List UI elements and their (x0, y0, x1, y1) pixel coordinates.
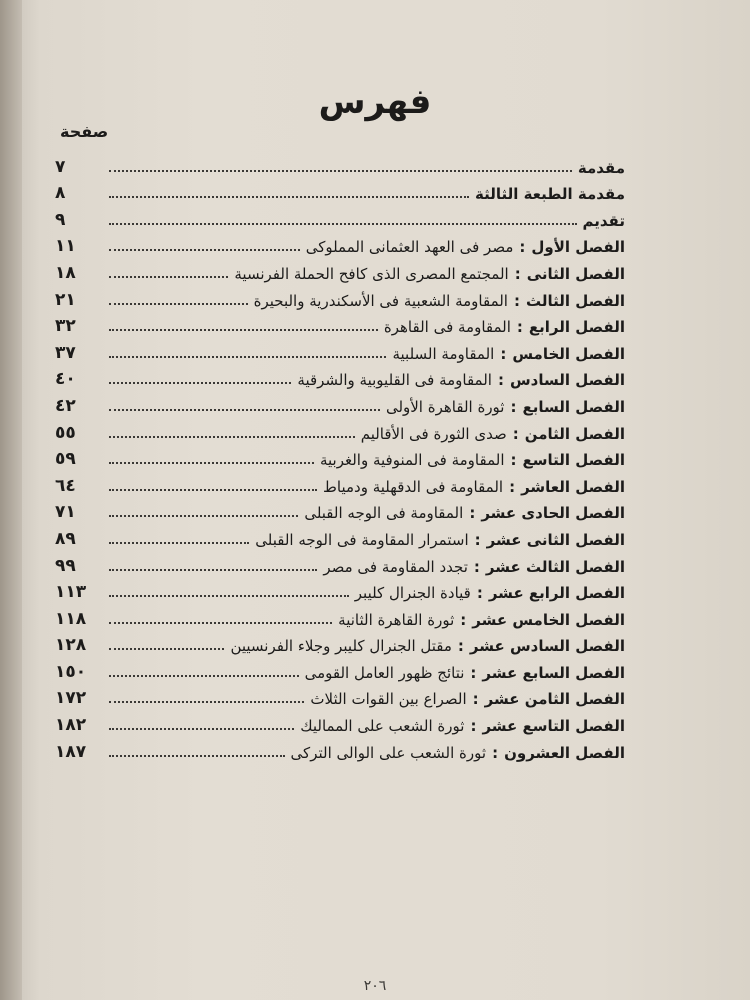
toc-page-number: ٨ (55, 183, 66, 204)
toc-page-number: ٤٢ (55, 395, 76, 416)
toc-chapter-label: الفصل الثالث (525, 291, 625, 310)
toc-entry (55, 363, 625, 390)
toc-chapter-label: الفصل السابع (522, 397, 625, 416)
toc-entry-title: المقاومة الشعبية فى الأسكندرية والبحيرة (253, 291, 508, 310)
toc-separator: : (497, 371, 504, 390)
toc-entry (55, 682, 625, 709)
toc-leader-dots (109, 435, 355, 438)
toc-entry-title: المقاومة فى المنوفية والغربية (319, 451, 505, 470)
toc-entry-title: نتائج ظهور العامل القومى (304, 663, 465, 682)
toc-leader-dots (109, 727, 294, 730)
toc-page-number: ١١٨ (55, 608, 87, 629)
toc-chapter-label: الفصل الثامن (524, 424, 625, 443)
toc-entry (55, 655, 625, 682)
toc-entry (55, 389, 625, 416)
toc-separator: : (473, 557, 480, 576)
toc-separator: : (512, 424, 519, 443)
toc-page-number: ١٨٧ (55, 741, 87, 762)
toc-separator: : (513, 291, 520, 310)
toc-entry-title: صدى الثورة فى الأقاليم (360, 424, 507, 443)
toc-entry-title: المقاومة فى القليوبية والشرقية (297, 371, 492, 390)
toc-separator: : (457, 637, 464, 656)
toc-page-number: ٩ (55, 209, 66, 230)
toc-leader-dots (109, 355, 386, 358)
toc-page-number: ١٥٠ (55, 661, 87, 682)
footer-page-number: ٢٠٦ (363, 978, 387, 994)
toc-chapter-label: الفصل الثامن عشر (484, 690, 625, 709)
toc-separator: : (492, 743, 499, 762)
toc-chapter-label: الفصل الثانى (526, 264, 625, 283)
toc-separator: : (514, 264, 521, 283)
toc-separator: : (472, 690, 479, 709)
toc-leader-dots (109, 195, 469, 198)
toc-entry-title: استمرار المقاومة فى الوجه القبلى (255, 530, 469, 549)
page-column-label: صفحة (60, 122, 109, 141)
toc-leader-dots (109, 674, 299, 677)
toc-chapter-label: مقدمة الطبعة الثالثة (474, 185, 625, 204)
toc-leader-dots (109, 541, 249, 544)
toc-entry (55, 283, 625, 310)
toc-chapter-label: الفصل السادس عشر (469, 637, 625, 656)
toc-page-number: ٣٢ (55, 316, 76, 337)
toc-entry (55, 443, 625, 470)
toc-chapter-label: تقديم (582, 211, 625, 230)
toc-entry-title: ثورة القاهرة الثانية (338, 610, 455, 629)
toc-separator: : (474, 530, 481, 549)
toc-chapter-label: الفصل الرابع عشر (488, 584, 625, 603)
toc-entry-title: مصر فى العهد العثمانى المملوكى (305, 238, 514, 257)
toc-leader-dots (109, 754, 285, 757)
toc-entry-title: الصراع بين القوات الثلاث (310, 690, 467, 709)
toc-entry (55, 496, 625, 523)
toc-page-number: ٣٧ (55, 342, 76, 363)
toc-page-number: ١٨٢ (55, 715, 87, 736)
toc-entry (55, 469, 625, 496)
toc-entry-title: تجدد المقاومة فى مصر (323, 557, 468, 576)
toc-page-number: ٥٩ (55, 449, 76, 470)
toc-entry (55, 522, 625, 549)
toc-leader-dots (109, 302, 248, 305)
toc-separator: : (510, 451, 517, 470)
toc-entry-title: المقاومة السلبية (392, 344, 495, 363)
toc-leader-dots (109, 594, 349, 597)
toc-leader-dots (109, 169, 572, 172)
toc-separator: : (516, 318, 523, 337)
book-spine-shadow (0, 0, 22, 1000)
toc-chapter-label: الفصل الحادى عشر (481, 504, 625, 523)
toc-entry (55, 230, 625, 257)
toc-leader-dots (109, 381, 291, 384)
toc-separator: : (500, 344, 507, 363)
toc-separator: : (460, 610, 467, 629)
toc-page-number: ١٧٢ (55, 688, 87, 709)
toc-page-number: ٧١ (55, 502, 76, 523)
toc-leader-dots (109, 700, 304, 703)
toc-chapter-label: الفصل السابع عشر (482, 663, 625, 682)
toc-page-number: ٢١ (55, 289, 76, 310)
toc-page-number: ٤٠ (55, 369, 76, 390)
toc-page-number: ٦٤ (55, 475, 76, 496)
toc-chapter-label: الفصل الأول (531, 238, 625, 257)
toc-entry (55, 336, 625, 363)
toc-leader-dots (109, 328, 378, 331)
toc-page-number: ٥٥ (55, 422, 76, 443)
toc-leader-dots (109, 408, 380, 411)
toc-entry (55, 629, 625, 656)
toc-entry (55, 256, 625, 283)
page-title: فهرس (318, 82, 432, 122)
toc-separator: : (476, 584, 483, 603)
toc-entry-title: المقاومة فى الوجه القبلى (304, 504, 464, 523)
toc-page-number: ١١٣ (55, 582, 87, 603)
toc-chapter-label: مقدمة (577, 158, 625, 177)
toc-entry-title: قيادة الجنرال كليبر (354, 584, 471, 603)
toc-entry (55, 549, 625, 576)
toc-entry-title: ثورة الشعب على المماليك (300, 717, 465, 736)
toc-leader-dots (109, 488, 317, 491)
toc-leader-dots (109, 461, 314, 464)
toc-separator: : (510, 397, 517, 416)
table-of-contents (55, 150, 625, 762)
toc-separator: : (509, 477, 516, 496)
toc-chapter-label: الفصل الخامس عشر (472, 610, 625, 629)
toc-entry (55, 177, 625, 204)
toc-separator: : (469, 504, 476, 523)
toc-separator: : (470, 717, 477, 736)
toc-leader-dots (109, 248, 300, 251)
toc-entry-title: المجتمع المصرى الذى كافح الحملة الفرنسية (234, 264, 509, 283)
toc-page-number: ٧ (55, 156, 66, 177)
toc-leader-dots (109, 222, 577, 225)
toc-leader-dots (109, 514, 298, 517)
toc-entry-title: مقتل الجنرال كليبر وجلاء الفرنسيين (230, 637, 452, 656)
toc-page-number: ١٨ (55, 262, 76, 283)
toc-chapter-label: الفصل التاسع عشر (482, 717, 625, 736)
toc-entry (55, 203, 625, 230)
toc-separator: : (519, 238, 526, 257)
toc-entry (55, 150, 625, 177)
toc-chapter-label: الفصل السادس (509, 371, 625, 390)
toc-chapter-label: الفصل الثانى عشر (486, 530, 625, 549)
toc-entry (55, 576, 625, 603)
toc-page-number: ٩٩ (55, 555, 76, 576)
toc-leader-dots (109, 275, 228, 278)
toc-chapter-label: الفصل العاشر (521, 477, 625, 496)
toc-leader-dots (109, 621, 332, 624)
toc-chapter-label: الفصل الخامس (512, 344, 625, 363)
toc-separator: : (470, 663, 477, 682)
toc-entry (55, 708, 625, 735)
toc-entry (55, 602, 625, 629)
toc-chapter-label: الفصل الثالث عشر (485, 557, 625, 576)
toc-page-number: ٨٩ (55, 528, 76, 549)
toc-entry-title: ثورة القاهرة الأولى (385, 397, 505, 416)
toc-entry-title: ثورة الشعب على الوالى التركى (290, 743, 487, 762)
toc-page-number: ١١ (55, 236, 76, 257)
toc-page-number: ١٢٨ (55, 635, 87, 656)
toc-chapter-label: الفصل الرابع (528, 318, 625, 337)
toc-chapter-label: الفصل التاسع (522, 451, 625, 470)
toc-leader-dots (109, 647, 224, 650)
toc-leader-dots (109, 568, 317, 571)
toc-entry (55, 735, 625, 762)
toc-entry (55, 310, 625, 337)
toc-entry-title: المقاومة فى القاهرة (383, 318, 511, 337)
toc-chapter-label: الفصل العشرون (504, 743, 625, 762)
toc-entry (55, 416, 625, 443)
toc-entry-title: المقاومة فى الدقهلية ودمياط (323, 477, 504, 496)
